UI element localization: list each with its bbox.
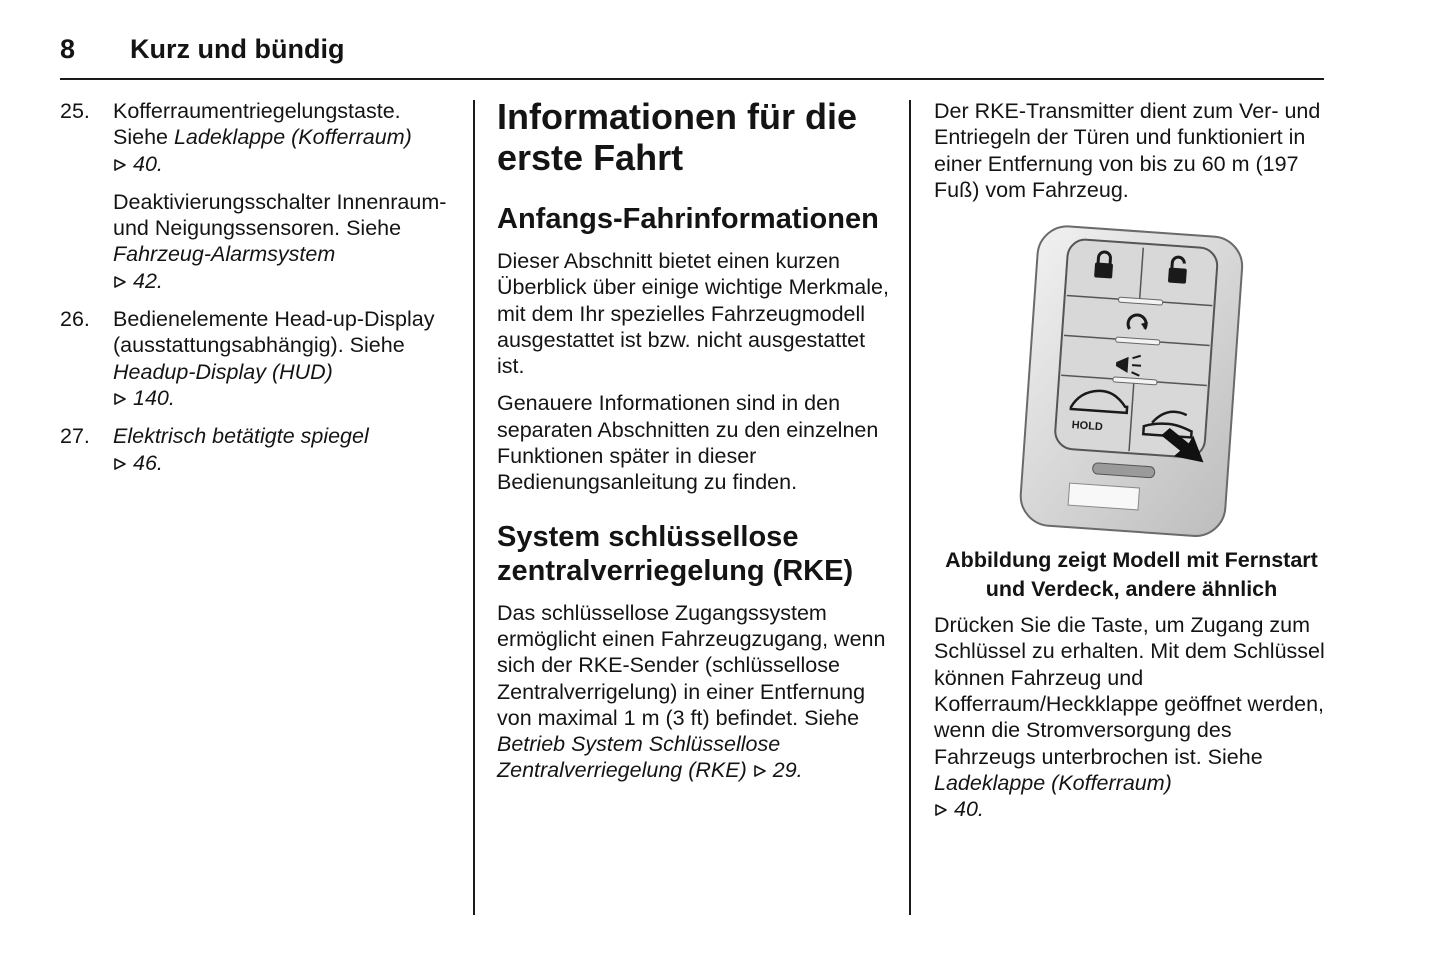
item-paragraph [113,189,460,294]
column-divider-left [473,100,475,915]
item-text: Bedienelemente Head-up-Display (ausstattungsabhängig). Siehe [113,307,435,358]
page-reference-icon [113,457,127,471]
transmitter-paragraph: Der RKE-Transmitter dient zum Ver- und Entriegeln der Türen und funktioniert in einer Entfernung von bis zu 60 m (197 Fuß) vom Fahrzeug. [934,99,1321,202]
cross-reference-link[interactable]: Headup-Display (HUD) [113,359,333,384]
hold-label: HOLD [1071,419,1104,434]
column-3 [934,98,1329,834]
page-reference[interactable]: 46. [133,450,163,475]
key-access-text: Drücken Sie die Taste, um Zugang zum Schlüssel zu erhalten. Mit dem Schlüssel können Fahrzeug und Kofferraum/Heckklappe geöffnet werden, wenn die Stromversorgung des Fahrzeugs unterbrochen ist. Siehe [934,613,1325,769]
details-paragraph: Genauere Informationen sind in den separaten Abschnitten zu den einzelnen Funktionen später in dieser Bedienungsanleitung zu finden. [497,391,879,495]
page-reference-icon [113,275,127,289]
header-rule [60,78,1324,80]
page-number: 8 [60,34,76,64]
column-2 [497,96,892,795]
item-text: Kofferraumentriegelungstaste. Siehe [113,99,401,150]
page-reference[interactable]: 42. [133,268,163,293]
list-item-26 [60,306,460,411]
key-fob-illustration [1009,225,1249,540]
rke-paragraph [497,600,892,784]
figure-caption: Abbildung zeigt Modell mit Fernstart und Verdeck, andere ähnlich [945,548,1318,602]
section-heading-initial-info: Anfangs-Fahrinformationen [497,203,879,235]
cross-reference-link[interactable]: Betrieb System Schlüssellose Zentralverriegelung (RKE) [497,732,781,783]
item-number: 27. [60,424,90,449]
rke-text: Das schlüssellose Zugangssystem ermöglicht einen Fahrzeugzugang, wenn sich der RKE-Sender (schlüssellose Zentralverrigelung) in einer Entfernung von maximal 1 m (3 ft) befindet. Siehe [497,600,886,730]
key-slot [1068,483,1139,510]
item-paragraph [113,306,460,411]
page-reference[interactable]: 40. [133,151,163,176]
page-reference-icon [753,764,767,778]
page-reference[interactable]: 140. [133,385,175,410]
list-item-27 [60,423,460,476]
cross-reference-link[interactable]: Fahrzeug-Alarmsystem [113,242,336,267]
cross-reference-link[interactable]: Elektrisch betätigte spiegel [113,424,369,449]
item-number: 26. [60,307,90,332]
page-reference[interactable]: 40. [954,797,984,822]
intro-paragraph: Dieser Abschnitt bietet einen kurzen Überblick über einige wichtige Merkmale, mit dem Ihr spezielles Fahrzeugmodell ausgestattet ist bzw. nicht ausgestattet ist. [497,249,889,379]
section-title: Kurz und bündig [130,34,345,64]
cross-reference-link[interactable]: Ladeklappe (Kofferraum) [173,125,412,150]
list-item-25 [60,98,460,294]
page-reference-icon [113,158,127,172]
cross-reference-link[interactable]: Ladeklappe (Kofferraum) [934,770,1172,795]
page-reference[interactable]: 29. [772,758,803,783]
item-text: Deaktivierungsschalter Innenraum- und Neigungssensoren. Siehe [113,189,447,241]
section-heading-rke: System schlüssellose zentralverriegelung (RKE) [497,520,854,587]
item-number: 25. [60,99,90,123]
column-1 [60,98,460,488]
item-paragraph [113,98,460,177]
page-reference-icon [113,392,127,406]
key-access-paragraph [934,612,1329,822]
chapter-heading: Informationen für die erste Fahrt [497,96,857,178]
item-paragraph [113,423,460,476]
page-reference-icon [934,803,948,817]
column-divider-right [909,100,911,915]
